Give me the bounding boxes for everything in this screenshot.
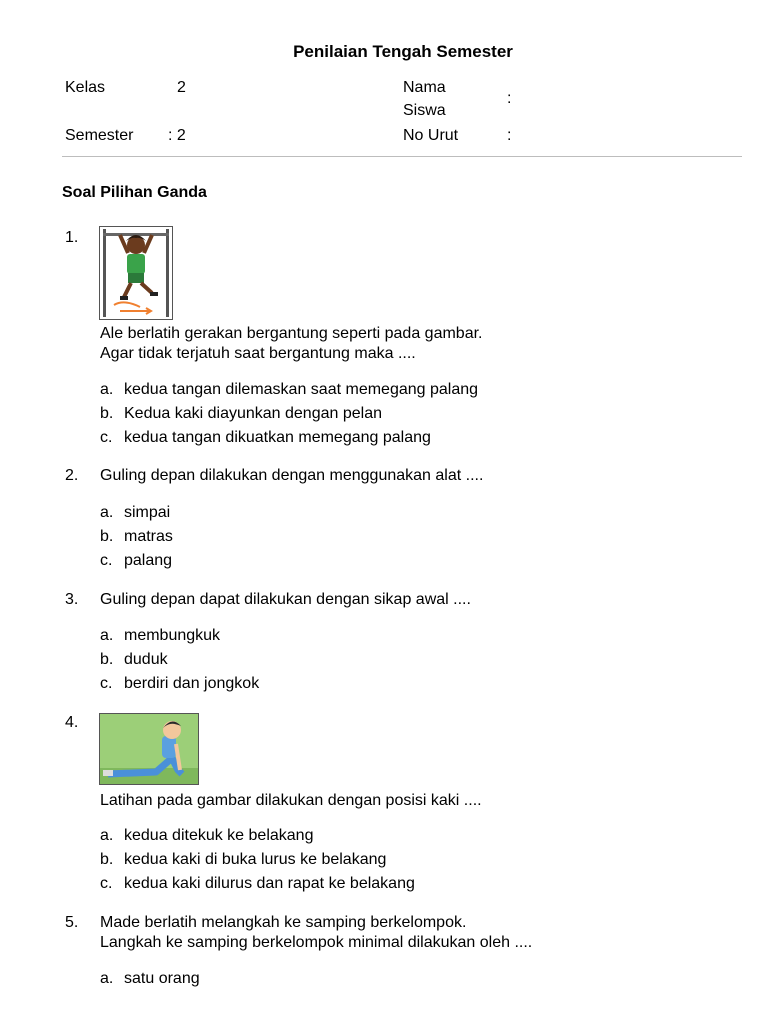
boy-cobra-stretch-illustration — [99, 713, 199, 785]
question-text — [100, 324, 740, 364]
option-text: kedua tangan dilemaskan saat memegang palang — [124, 381, 479, 398]
nama-siswa-label — [403, 76, 446, 122]
question-line: Made berlatih melangkah ke samping berkelompok. — [100, 914, 467, 931]
question-number: 2. — [65, 467, 79, 484]
option-letter: a. — [100, 827, 114, 844]
option-text: Kedua kaki diayunkan dengan pelan — [124, 405, 382, 422]
option-text: matras — [124, 528, 173, 545]
semester-label: Semester — [65, 127, 134, 144]
option-text: membungkuk — [124, 627, 221, 644]
option-text: palang — [124, 552, 173, 569]
nama-colon: : — [507, 90, 512, 107]
option-text: berdiri dan jongkok — [124, 675, 260, 692]
question-3 — [65, 590, 745, 700]
question-number: 5. — [65, 914, 79, 931]
option-letter: c. — [100, 429, 113, 446]
option-letter: a. — [100, 504, 114, 521]
question-2 — [65, 466, 745, 576]
no-urut-colon: : — [507, 127, 512, 144]
question-1 — [65, 228, 745, 448]
option-letter: b. — [100, 851, 114, 868]
page-title: Penilaian Tengah Semester — [293, 42, 513, 61]
boy-hanging-on-bar-illustration — [99, 226, 173, 320]
question-4 — [65, 713, 745, 898]
option-letter: b. — [100, 651, 114, 668]
question-5 — [65, 913, 745, 998]
nama-label-line2: Siswa — [403, 102, 446, 119]
option-letter: c. — [100, 675, 113, 692]
question-line: Ale berlatih gerakan bergantung seperti pada gambar. — [100, 325, 483, 342]
header-divider — [62, 156, 742, 157]
option-text: duduk — [124, 651, 168, 668]
option-letter: c. — [100, 875, 113, 892]
semester-value: : 2 — [168, 127, 186, 144]
kelas-value: 2 — [177, 79, 186, 96]
kelas-label: Kelas — [65, 79, 106, 96]
question-text: Guling depan dilakukan dengan menggunakan alat .... — [100, 467, 484, 484]
option-text: kedua tangan dikuatkan memegang palang — [124, 429, 431, 446]
option-letter: b. — [100, 405, 114, 422]
option-text: simpai — [124, 504, 171, 521]
question-text — [100, 913, 740, 953]
question-text: Latihan pada gambar dilakukan dengan posisi kaki .... — [100, 792, 482, 809]
question-text: Guling depan dapat dilakukan dengan sikap awal .... — [100, 591, 471, 608]
nama-label-line1: Nama — [403, 79, 446, 96]
question-number: 4. — [65, 714, 79, 731]
section-title: Soal Pilihan Ganda — [62, 184, 207, 201]
question-line: Langkah ke samping berkelompok minimal dilakukan oleh .... — [100, 934, 533, 951]
option-letter: a. — [100, 627, 114, 644]
option-text: satu orang — [124, 970, 200, 987]
question-line: Agar tidak terjatuh saat bergantung maka .... — [100, 345, 416, 362]
question-number: 1. — [65, 229, 79, 246]
no-urut-label: No Urut — [403, 127, 459, 144]
option-letter: c. — [100, 552, 113, 569]
option-text: kedua kaki dilurus dan rapat ke belakang — [124, 875, 415, 892]
option-letter: a. — [100, 381, 114, 398]
option-letter: a. — [100, 970, 114, 987]
option-text: kedua kaki di buka lurus ke belakang — [124, 851, 387, 868]
question-number: 3. — [65, 591, 79, 608]
option-letter: b. — [100, 528, 114, 545]
option-text: kedua ditekuk ke belakang — [124, 827, 314, 844]
